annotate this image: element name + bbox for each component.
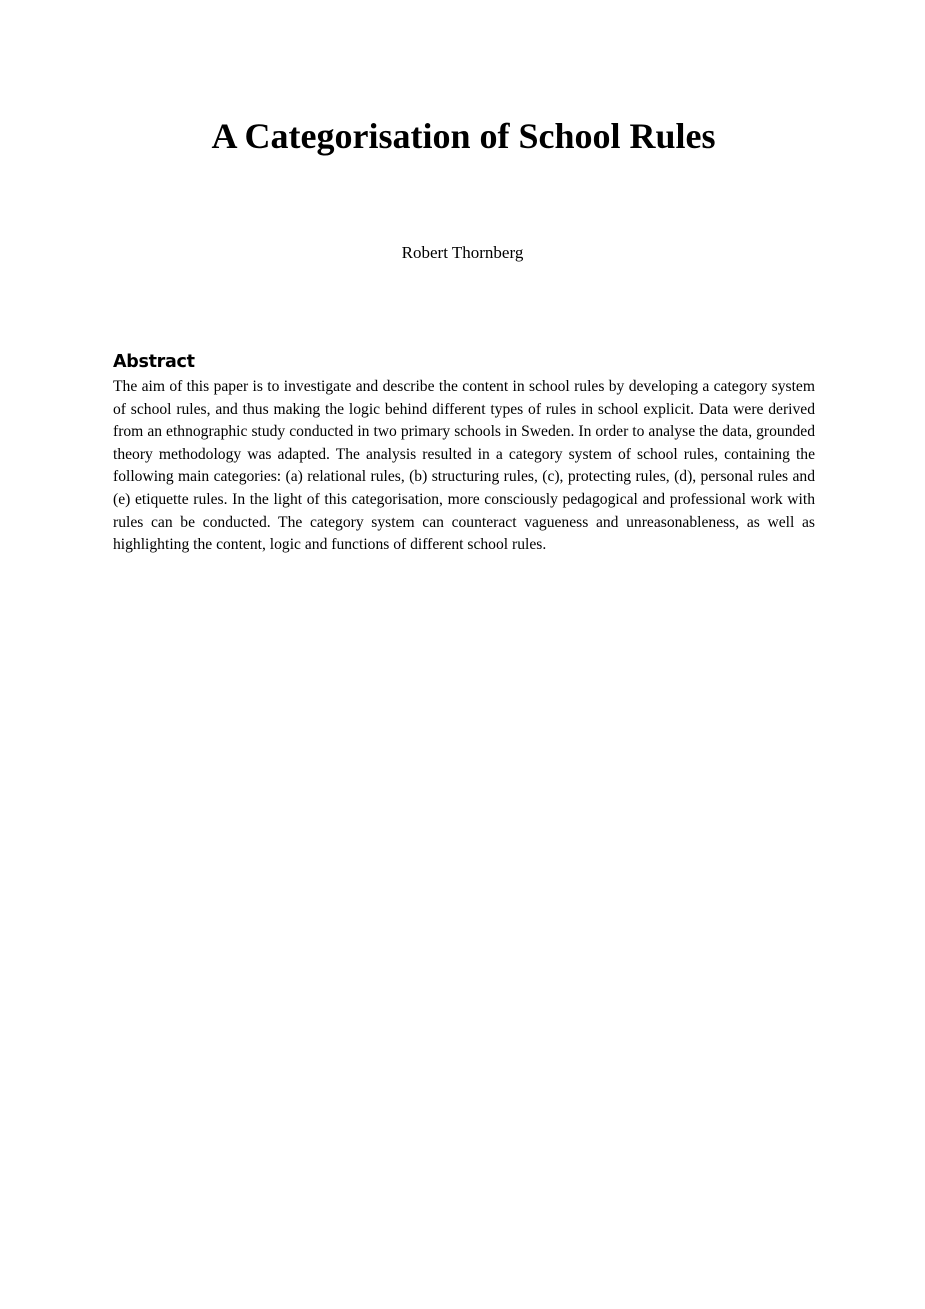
abstract-text: The aim of this paper is to investigate and describe the content in school rules by developing a category system of school rules, and thus making the logic behind different types of rules in school explicit. Data were derived from an ethnographic study conducted in two primary schools in Sweden. In order to analyse the data, grounded theory methodology was adapted. The analysis resulted in a category system of school rules, containing the following main categories: (a) relational rules, (b) structuring rules, (c), protecting rules, (d), personal rules and (e) etiquette rules. In the light of this categorisation, more consciously pedagogical and professional work with rules can be conducted. The category system can counteract vagueness and unreasonableness, as well as highlighting the content, logic and functions of different school rules. bbox=[113, 378, 815, 554]
author-name: Robert Thornberg bbox=[401, 243, 524, 262]
paper-title: A Categorisation of School Rules bbox=[211, 116, 716, 156]
abstract-heading: Abstract bbox=[113, 352, 195, 372]
